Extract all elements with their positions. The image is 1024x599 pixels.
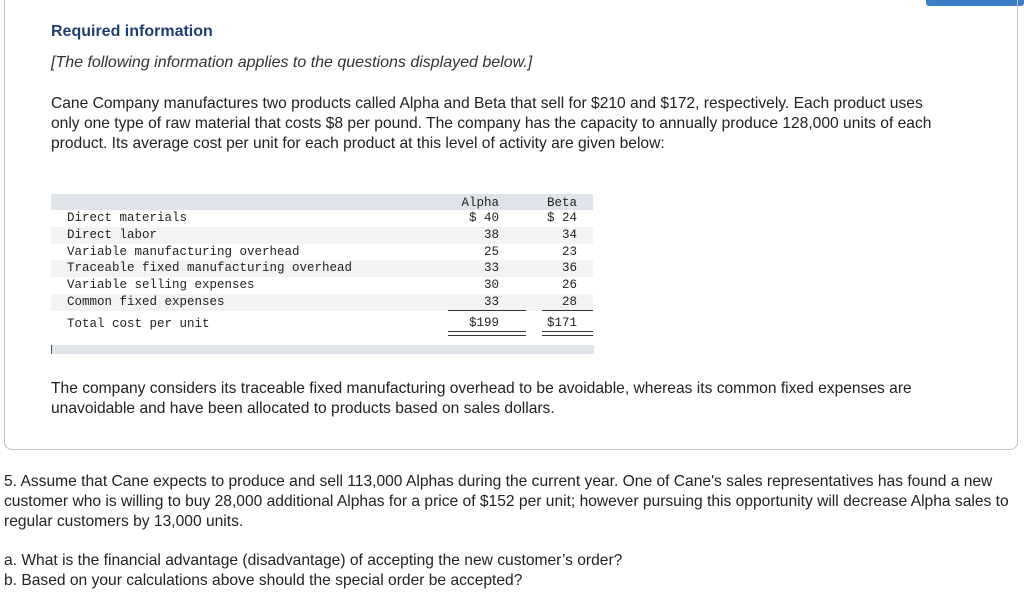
alpha-value: 25 xyxy=(483,244,499,259)
row-label: Variable selling expenses xyxy=(67,278,255,293)
row-label: Common fixed expenses xyxy=(67,294,225,309)
required-information-heading: Required information xyxy=(51,23,213,40)
beta-value: 34 xyxy=(561,227,577,242)
alpha-value: 33 xyxy=(483,261,499,276)
alpha-total-double-rule xyxy=(448,331,526,336)
applies-note: [The following information applies to the questions displayed below.] xyxy=(51,54,533,71)
total-label: Total cost per unit xyxy=(67,316,210,331)
alpha-value: 38 xyxy=(483,227,499,242)
table-row xyxy=(51,227,593,244)
company-description: Cane Company manufactures two products called Alpha and Beta that sell for $210 and $172, respectively. Each product uses only one type of raw material that costs $8 per pound. The company has the capacity to annually produce 128,000 units of each product. Its average cost per unit for each product at this level of activity are given below: xyxy=(51,95,932,152)
beta-value: 23 xyxy=(561,244,577,259)
cost-per-unit-table xyxy=(51,194,593,337)
overhead-note: The company considers its traceable fixed manufacturing overhead to be avoidable, whereas its common fixed expenses are unavoidable and have been allocated to products based on sales dollars. xyxy=(51,380,912,417)
beta-value: $ 24 xyxy=(546,211,577,225)
table-row xyxy=(51,244,593,261)
beta-total: $171 xyxy=(546,315,577,330)
row-label: Direct labor xyxy=(67,227,158,242)
table-header xyxy=(51,194,593,210)
table-row xyxy=(51,277,593,294)
beta-value: 36 xyxy=(561,261,577,276)
beta-total-double-rule xyxy=(542,331,593,336)
alpha-total: $199 xyxy=(468,315,499,330)
beta-value: 28 xyxy=(561,294,577,309)
table-row xyxy=(51,294,593,311)
row-label: Direct materials xyxy=(67,211,188,225)
alpha-value: 33 xyxy=(483,294,499,309)
row-label: Variable manufacturing overhead xyxy=(67,244,300,259)
column-header-alpha: Alpha xyxy=(461,196,499,210)
alpha-value: $ 40 xyxy=(468,211,499,225)
row-label: Traceable fixed manufacturing overhead xyxy=(67,261,353,276)
question-5-text: 5. Assume that Cane expects to produce and sell 113,000 Alphas during the current year. One of Cane's sales representatives has found a new customer who is willing to buy 28,000 additional Alphas for a price of $152 per unit; however pursuing this opportunity will decrease Alpha sales to regular customers by 13,000 units. xyxy=(4,473,1009,530)
column-header-beta: Beta xyxy=(546,196,577,210)
table-footer-bar xyxy=(51,345,594,354)
total-row xyxy=(51,311,593,337)
question-part-a: a. What is the financial advantage (disadvantage) of accepting the new customer’s order? xyxy=(4,552,623,569)
beta-value: 26 xyxy=(561,278,577,293)
question-part-b: b. Based on your calculations above should the special order be accepted? xyxy=(4,572,523,589)
table-row xyxy=(51,210,593,227)
alpha-value: 30 xyxy=(483,278,499,293)
table-row xyxy=(51,260,593,277)
